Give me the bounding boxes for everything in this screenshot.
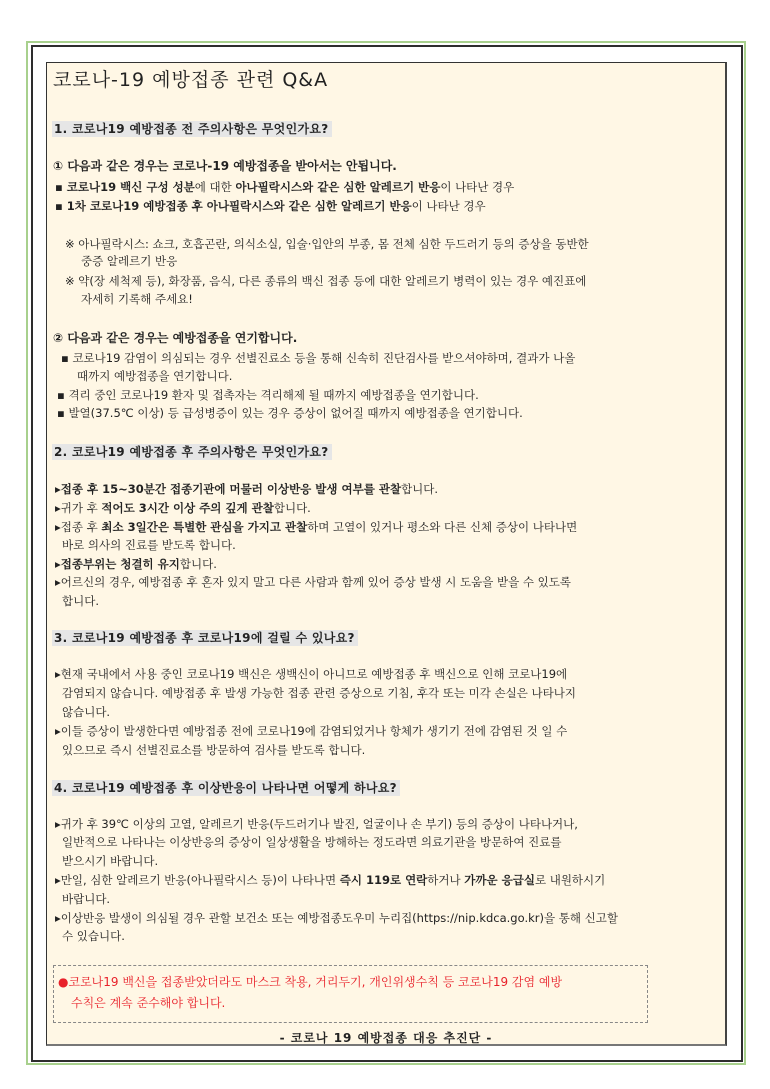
section-4-item: ▸이상반응 발생이 의심될 경우 관할 보건소 또는 예방접종도우미 누리집(https://nip.kdca.go.kr)을 통해 신고할 — [55, 911, 618, 925]
section-3-item-cont: 감염되지 않습니다. 예방접종 후 발생 가능한 접종 관련 증상으로 기침, 후각 또는 미각 손실은 나타나지 — [62, 686, 576, 700]
section-4-item: ▸귀가 후 39℃ 이상의 고열, 알레르기 반응(두드러기나 발진, 얼굴이나 손 부기) 등의 증상이 나타나거나, — [55, 817, 578, 831]
section-3-item-cont: 않습니다. — [62, 705, 111, 719]
section-4-item-cont: 수 있습니다. — [62, 929, 125, 943]
section-4-item-cont: 바랍니다. — [62, 892, 111, 906]
section-4-item: ▸만일, 심한 알레르기 반응(아나필락시스 등)이 나타나면 즉시 119로 연락하거나 가까운 응급실로 내원하시기 — [55, 873, 606, 887]
section-1-note: ※ 약(장 세척제 등), 화장품, 음식, 다른 종류의 백신 접종 등에 대한 알레르기 병력이 있는 경우 예진표에 — [65, 274, 587, 288]
section-3-item: ▸이들 증상이 발생한다면 예방접종 전에 코로나19에 감염되었거나 항체가 생기기 전에 감염된 것 일 수 — [55, 724, 568, 738]
section-4-item-cont: 받으시기 바랍니다. — [62, 854, 159, 868]
notice-line-cont: 수칙은 계속 준수해야 합니다. — [71, 996, 226, 1010]
qa-document — [46, 62, 727, 1046]
section-2-item-cont: 합니다. — [62, 594, 99, 608]
section-1-note-cont: 중증 알레르기 반응 — [81, 254, 178, 268]
section-2-item: ▸접종 후 최소 3일간은 특별한 관심을 가지고 관찰하며 고열이 있거나 평소와 다른 신체 증상이 나타나면 — [55, 520, 578, 534]
section-2-item: ▸접종 후 15~30분간 접종기관에 머물러 이상반응 발생 여부를 관찰합니다. — [55, 482, 439, 496]
section-1-sub2-item: ▪ 격리 중인 코로나19 환자 및 접촉자는 격리해제 될 때까지 예방접종을 연기합니다. — [57, 388, 479, 402]
section-1-sub1-item: ▪ 1차 코로나19 예방접종 후 아나필락시스와 같은 심한 알레르기 반응이 나타난 경우 — [55, 199, 486, 213]
section-1-sub1-title: ① 다음과 같은 경우는 코로나-19 예방접종을 받아서는 안됩니다. — [53, 159, 397, 173]
section-2-item: ▸접종부위는 청결히 유지합니다. — [55, 557, 217, 571]
section-2-item: ▸어르신의 경우, 예방접종 후 혼자 있지 말고 다른 사람과 함께 있어 증상 발생 시 도움을 받을 수 있도록 — [55, 575, 571, 589]
section-2-heading: 2. 코로나19 예방접종 후 주의사항은 무엇인가요? — [52, 444, 332, 460]
section-3-item: ▸현재 국내에서 사용 중인 코로나19 백신은 생백신이 아니므로 예방접종 후 백신으로 인해 코로나19에 — [55, 667, 568, 681]
section-1-sub1-item: ▪ 코로나19 백신 구성 성분에 대한 아나필락시스와 같은 심한 알레르기 반응이 나타난 경우 — [55, 180, 515, 194]
notice-box — [53, 965, 648, 1023]
section-4-item-cont: 일반적으로 나타나는 이상반응의 증상이 일상생활을 방해하는 정도라면 의료기관을 방문하여 진료를 — [62, 835, 562, 849]
page-title: 코로나-19 예방접종 관련 Q&A — [53, 69, 329, 91]
footer-signature: - 코로나 19 예방접종 대응 추진단 - — [279, 1031, 493, 1045]
section-1-heading: 1. 코로나19 예방접종 전 주의사항은 무엇인가요? — [52, 121, 332, 137]
section-1-sub2-title: ② 다음과 같은 경우는 예방접종을 연기합니다. — [53, 331, 298, 345]
section-1-sub2-item: ▪ 발열(37.5℃ 이상) 등 급성병증이 있는 경우 증상이 없어질 때까지 예방접종을 연기합니다. — [57, 406, 523, 420]
section-3-item-cont: 있으므로 즉시 선별진료소를 방문하여 검사를 받도록 합니다. — [62, 743, 366, 757]
section-1-sub2-item-cont: 때까지 예방접종을 연기합니다. — [77, 369, 233, 383]
section-1-sub2-item: ▪ 코로나19 감염이 의심되는 경우 선별진료소 등을 통해 신속히 진단검사를 받으셔야하며, 결과가 나올 — [61, 351, 576, 365]
section-2-item: ▸귀가 후 적어도 3시간 이상 주의 깊게 관찰합니다. — [55, 501, 311, 515]
section-1-note-cont: 자세히 기록해 주세요! — [81, 292, 193, 306]
section-3-heading: 3. 코로나19 예방접종 후 코로나19에 걸릴 수 있나요? — [52, 630, 358, 646]
section-2-item-cont: 바로 의사의 진료를 받도록 합니다. — [62, 538, 236, 552]
section-1-note: ※ 아나필락시스: 쇼크, 호흡곤란, 의식소실, 입술·입안의 부종, 몸 전체 심한 두드러기 등의 증상을 동반한 — [65, 237, 589, 251]
notice-line: ●코로나19 백신을 접종받았더라도 마스크 착용, 거리두기, 개인위생수칙 등 코로나19 감염 예방 — [58, 975, 563, 989]
section-4-heading: 4. 코로나19 예방접종 후 이상반응이 나타나면 어떻게 하나요? — [52, 780, 400, 796]
